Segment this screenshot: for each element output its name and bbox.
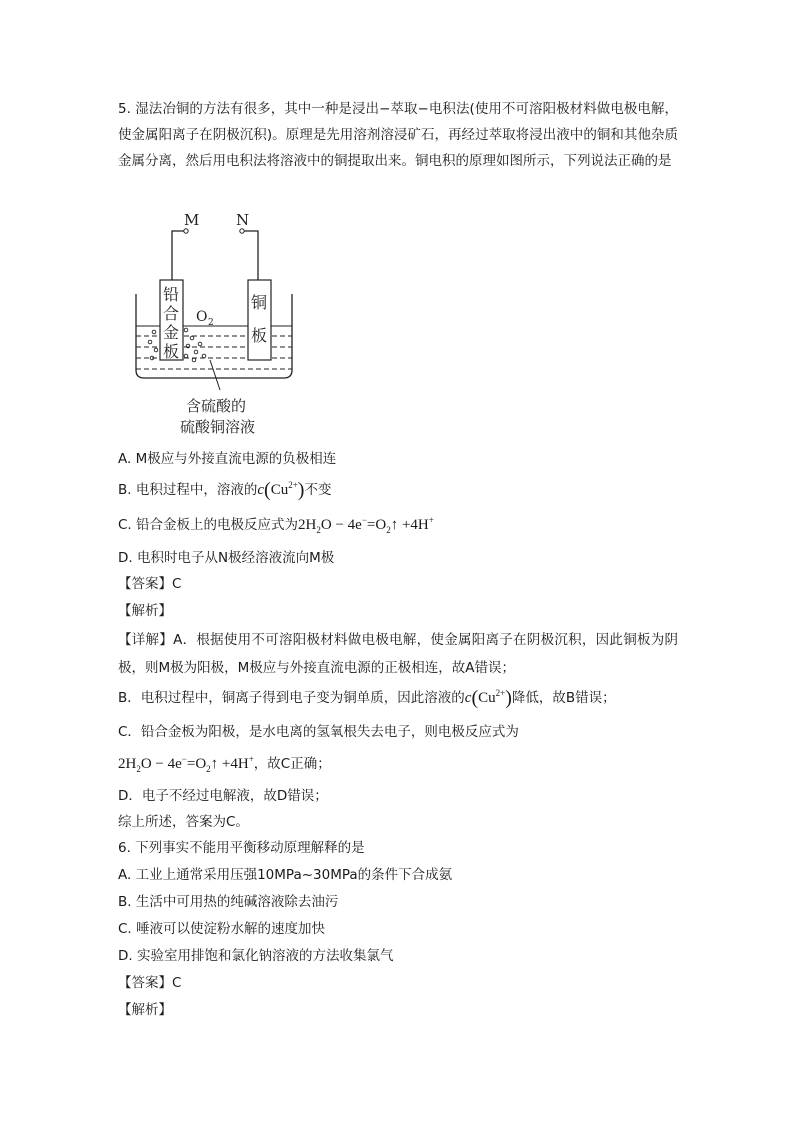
- svg-text:板: 板: [251, 326, 268, 345]
- q5-detail-c1: C．铅合金板为阳极，是水电离的氢氧根失去电子，则电极反应式为: [118, 724, 519, 740]
- q5-option-c: C. 铅合金板上的电极反应式为$2H_2O$ − $4e^-=O_2↑ +4H^+$: [118, 515, 434, 535]
- q5-summary: 综上所述，答案为C。: [118, 814, 249, 830]
- svg-text:铜: 铜: [251, 293, 268, 312]
- svg-text:2: 2: [208, 318, 214, 328]
- svg-text:铅: 铅: [163, 285, 180, 304]
- svg-text:金: 金: [163, 323, 180, 342]
- q5-option-b: B. 电积过程中，溶液的$c(Cu^{2+})$不变: [118, 479, 332, 501]
- oxygen-label: O: [196, 309, 208, 325]
- q5-detail-d: D．电子不经过电解液，故D错误；: [118, 788, 328, 804]
- q6-option-b: B. 生活中可用热的纯碱溶液除去油污: [118, 894, 339, 910]
- q5-detail-c2: $2H_2O$ − $4e^-=O_2↑ +4H^+$，故C正确；: [118, 754, 331, 774]
- q5-detail-a: 【详解】A．根据使用不可溶阳极材料做电极电解，使金属阳离子在阴极沉积，因此铜板为阴极，则M极为阳极，M极应与外接直流电源的正极相连，故A错误；: [118, 632, 678, 676]
- q5-analysis-header: 【解析】: [118, 603, 172, 619]
- q6-analysis-header: 【解析】: [118, 1002, 172, 1018]
- svg-text:板: 板: [163, 342, 180, 361]
- q5-answer: 【答案】C: [118, 576, 182, 592]
- q5-detail-b: B．电积过程中，铜离子得到电子变为铜单质，因此溶液的$c(Cu^{2+})$降低，故B错误；: [118, 687, 616, 709]
- q6-answer: 【答案】C: [118, 975, 182, 991]
- copper-plate: [248, 280, 271, 360]
- solution-caption-1: 含硫酸的: [186, 397, 247, 415]
- q6-option-a: A. 工业上通常采用压强10MPa~30MPa的条件下合成氨: [118, 867, 453, 883]
- q6-stem: 6. 下列事实不能用平衡移动原理解释的是: [118, 840, 365, 856]
- q5-stem: 5. 湿法冶铜的方法有很多，其中一种是浸出−萃取−电积法(使用不可溶阳极材料做电极电解，使金属阳离子在阴极沉积)。原理是先用溶剂溶浸矿石，再经过萃取将浸出液中的铜和其他杂质金属分离，然后用电积法将溶液中的铜提取出来。铜电积的原理如图所示，下列说法正确的是: [118, 101, 678, 169]
- electrode-n-label: N: [236, 211, 250, 229]
- electrolysis-diagram: [128, 208, 328, 438]
- q5-option-a: A. M极应与外接直流电源的负极相连: [118, 451, 337, 467]
- q6-option-c: C. 唾液可以使淀粉水解的速度加快: [118, 921, 326, 937]
- svg-text:合: 合: [163, 304, 180, 323]
- solution-caption-2: 硫酸铜溶液: [180, 418, 256, 436]
- electrode-m-label: M: [184, 211, 200, 229]
- q5-option-d: D. 电积时电子从N极经溶液流向M极: [118, 550, 335, 566]
- q6-option-d: D. 实验室用排饱和氯化钠溶液的方法收集氯气: [118, 948, 394, 964]
